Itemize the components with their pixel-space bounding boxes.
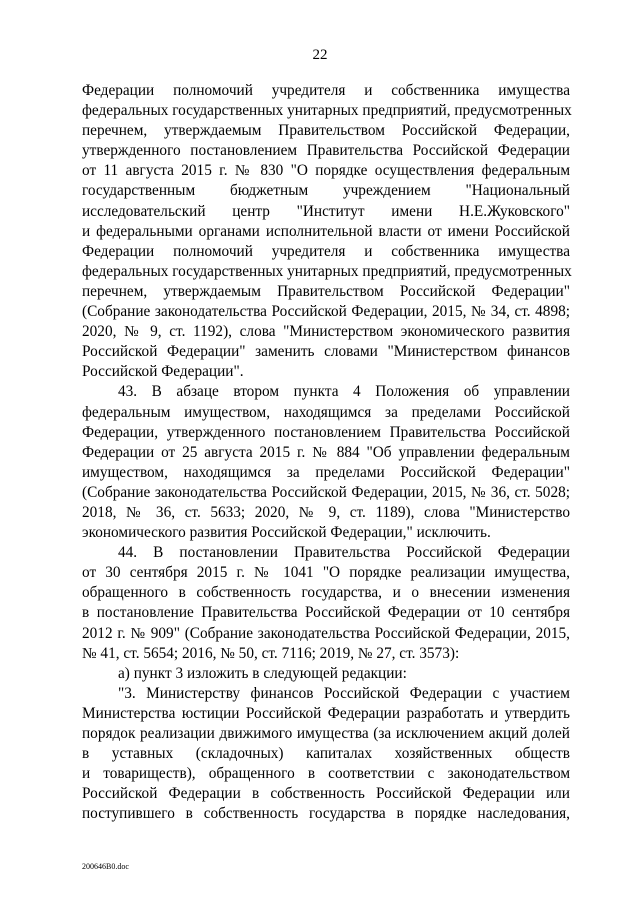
text-line: Российской Федерации". [82, 363, 244, 381]
footer-filename: 200646В0.doc [82, 862, 129, 871]
text-line: 43. В абзаце втором пункта 4 Положения об управлении [118, 383, 570, 401]
text-line: перечнем, утверждаемым Правительством Российской Федерации" [82, 282, 570, 300]
document-body [82, 81, 570, 824]
text-line: 2012 г. № 909" (Собрание законодательства Российской Федерации, 2015, [82, 624, 570, 642]
text-line: порядок реализации движимого имущества (за исключением акций долей [82, 725, 570, 742]
text-line: государственным бюджетным учреждением "Национальный [82, 182, 570, 200]
text-line: а) пункт 3 изложить в следующей редакции: [118, 664, 407, 682]
text-line: Федерации, утвержденного постановлением Правительства Российской [82, 423, 570, 441]
text-line: 2020, № 9, ст. 1192), слова "Министерством экономического развития [82, 323, 570, 341]
text-line: поступившего в собственность государства в порядке наследования, [82, 805, 570, 823]
text-line: от 11 августа 2015 г. № 830 "О порядке осуществления федеральным [82, 162, 570, 180]
text-line: федеральных государственных унитарных предприятий, предусмотренных [82, 262, 572, 280]
text-line: (Собрание законодательства Российской Федерации, 2015, № 34, ст. 4898; [82, 303, 570, 321]
text-line: Российской Федерации" заменить словами "Министерством финансов [82, 343, 570, 361]
text-line: в постановление Правительства Российской Федерации от 10 сентября [82, 604, 570, 622]
text-line: федеральных государственных унитарных предприятий, предусмотренных [82, 102, 572, 120]
text-line: № 41, ст. 5654; 2016, № 50, ст. 7116; 2019, № 27, ст. 3573): [82, 644, 460, 662]
text-line: Министерства юстиции Российской Федерации разработать и утвердить [82, 704, 570, 722]
text-line: 44. В постановлении Правительства Российской Федерации [118, 544, 570, 562]
text-line: 2018, № 36, ст. 5633; 2020, № 9, ст. 1189), слова "Министерство [82, 503, 570, 521]
text-line: от 30 сентября 2015 г. № 1041 "О порядке реализации имущества, [82, 564, 570, 582]
text-line: Федерации полномочий учредителя и собственника имущества [82, 242, 570, 260]
text-line: "3. Министерству финансов Российской Федерации с участием [118, 684, 570, 702]
text-line: Федерации от 25 августа 2015 г. № 884 "Об управлении федеральным [82, 443, 570, 461]
text-line: экономического развития Российской Федерации," исключить. [82, 524, 491, 542]
text-line: исследовательский центр "Институт имени Н.Е.Жуковского" [82, 202, 570, 220]
text-line: утвержденного постановлением Правительства Российской Федерации [82, 142, 570, 160]
text-line: перечнем, утверждаемым Правительством Российской Федерации, [82, 122, 570, 140]
text-line: и товариществ), обращенного в соответствии с законодательством [82, 765, 570, 783]
text-line: имуществом, находящимся за пределами Российской Федерации" [82, 463, 570, 481]
text-line: (Собрание законодательства Российской Федерации, 2015, № 36, ст. 5028; [82, 483, 570, 501]
text-line: Российской Федерации в собственность Российской Федерации или [82, 785, 570, 803]
text-line: и федеральными органами исполнительной власти от имени Российской [82, 222, 570, 240]
text-line: обращенного в собственность государства, и о внесении изменения [82, 584, 570, 602]
text-line: в уставных (складочных) капиталах хозяйственных обществ [82, 745, 570, 763]
text-line: федеральным имуществом, находящимся за пределами Российской [82, 403, 570, 421]
text-line: Федерации полномочий учредителя и собственника имущества [82, 82, 570, 99]
page-number: 22 [312, 47, 328, 63]
